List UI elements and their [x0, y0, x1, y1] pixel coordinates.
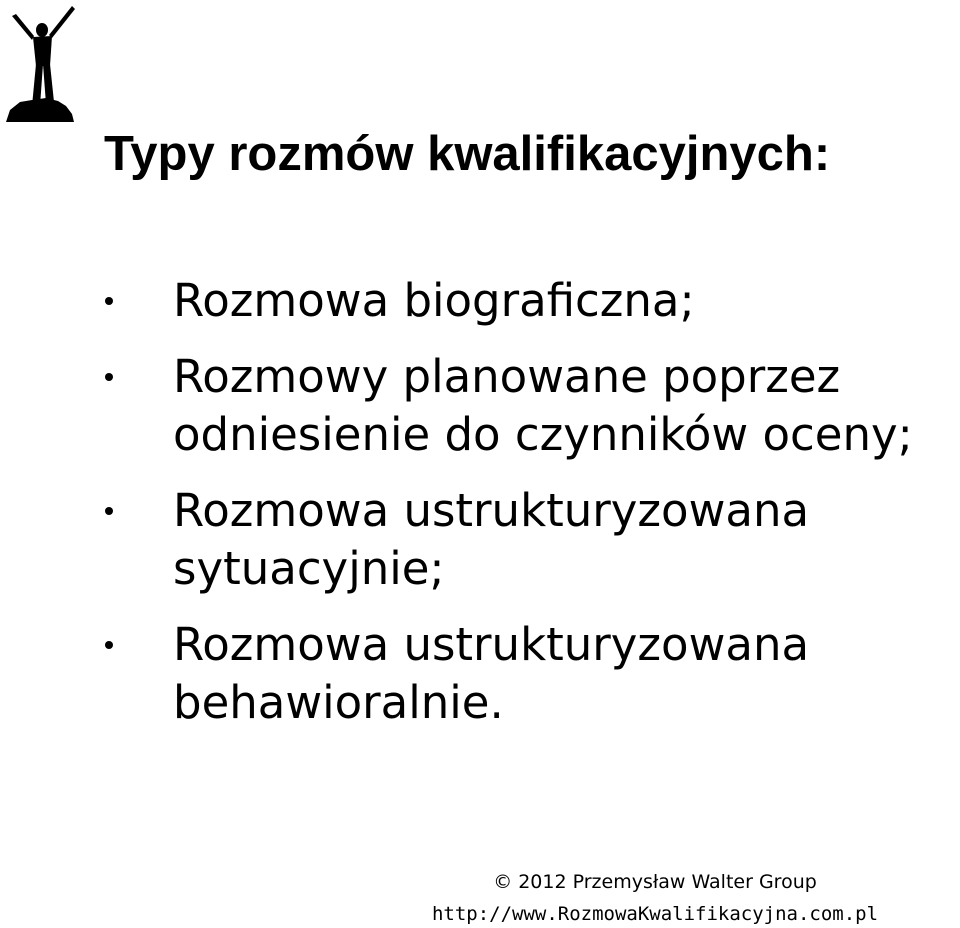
list-item	[0, 482, 960, 598]
copyright-icon: ©	[493, 871, 513, 893]
bullet-icon	[105, 641, 113, 649]
bullet-list	[0, 272, 960, 750]
copyright-text: 2012 Przemysław Walter Group	[518, 871, 817, 893]
list-item	[0, 348, 960, 464]
person-arms-raised-icon	[2, 2, 78, 124]
bullet-icon	[105, 507, 113, 515]
bullet-icon	[105, 373, 113, 381]
list-item-line: Rozmowa ustrukturyzowana	[173, 618, 810, 671]
list-item	[0, 616, 960, 732]
list-item-line: sytuacyjnie;	[173, 542, 445, 595]
page-title: Typy rozmów kwalifikacyjnych:	[104, 127, 831, 181]
list-item	[0, 272, 960, 330]
website-url[interactable]: http://www.RozmowaKwalifikacyjna.com.pl	[431, 903, 879, 925]
copyright-notice	[175, 870, 960, 894]
list-item-line: behawioralnie.	[173, 676, 504, 729]
list-item-line: Rozmowy planowane poprzez	[173, 350, 841, 403]
list-item-line: Rozmowa biograficzna;	[173, 274, 695, 327]
list-item-line: Rozmowa ustrukturyzowana	[173, 484, 810, 537]
list-item-line: odniesienie do czynników oceny;	[173, 408, 913, 461]
bullet-icon	[105, 297, 113, 305]
